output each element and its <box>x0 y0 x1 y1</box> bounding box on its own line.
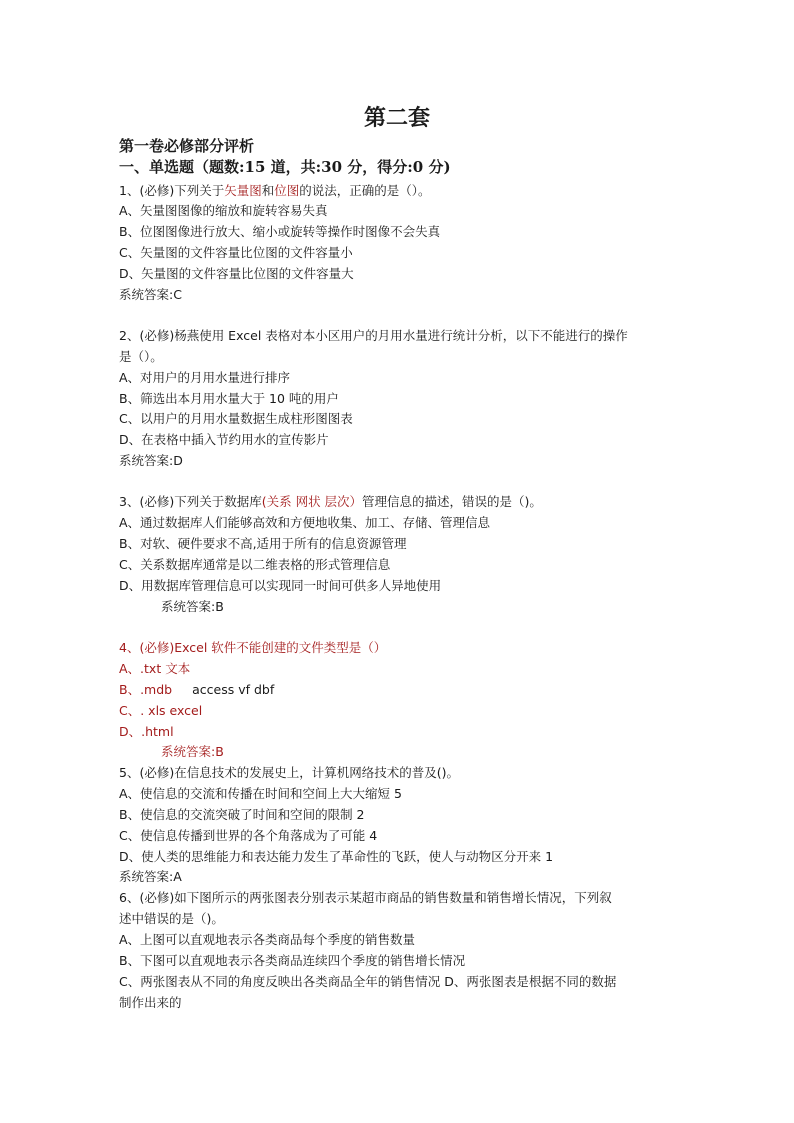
database-types-note: (关系 网状 层次） <box>261 494 363 509</box>
question-1-answer: 系统答案:C <box>119 287 182 302</box>
question-6-option-d-cont: 制作出来的 <box>119 995 182 1010</box>
question-5-option-c: C、使信息传播到世界的各个角落成为了可能 4 <box>119 828 378 843</box>
question-1-option-d: D、矢量图的文件容量比位图的文件容量大 <box>119 266 354 281</box>
question-6-option-a: A、上图可以直观地表示各类商品每个季度的销售数量 <box>119 932 416 947</box>
question-4-option-d: D、.html <box>119 724 174 739</box>
question-3-answer: 系统答案:B <box>161 599 224 614</box>
question-3-stem-text: 3、(必修)下列关于数据库 <box>119 494 262 509</box>
question-3-option-d: D、用数据库管理信息可以实现同一时间可供多人异地使用 <box>119 578 442 593</box>
question-5-option-b: B、使信息的交流突破了时间和空间的限制 2 <box>119 807 365 822</box>
question-4-option-c: C、. xls excel <box>119 703 203 718</box>
question-6-stem-cont: 述中错误的是（)。 <box>119 911 224 926</box>
term-vector-graphic: 矢量图 <box>224 183 262 198</box>
question-3-option-c: C、关系数据库通常是以二维表格的形式管理信息 <box>119 557 391 572</box>
question-2-option-c: C、以用户的月用水量数据生成柱形图图表 <box>119 411 353 426</box>
database-formats-note: access vf dbf <box>192 682 275 697</box>
question-2-option-b: B、筛选出本月用水量大于 10 吨的用户 <box>119 391 339 406</box>
question-2-option-a: A、对用户的月用水量进行排序 <box>119 370 291 385</box>
question-3-stem-end: 管理信息的描述，错误的是（)。 <box>362 494 542 509</box>
question-3-stem <box>119 493 542 511</box>
question-4-stem: 4、(必修)Excel 软件不能创建的文件类型是（） <box>119 640 387 655</box>
question-6-stem: 6、(必修)如下图所示的两张图表分别表示某超市商品的销售数量和销售增长情况，下列叙 <box>119 890 612 905</box>
question-4-option-a: A、.txt 文本 <box>119 661 191 676</box>
question-5-stem: 5、(必修)在信息技术的发展史上，计算机网络技术的普及()。 <box>119 765 459 780</box>
question-1-stem-text: 1、(必修)下列关于 <box>119 183 225 198</box>
term-bitmap: 位图 <box>274 183 300 198</box>
question-1-stem <box>119 182 431 200</box>
question-3-option-a: A、通过数据库人们能够高效和方便地收集、加工、存储、管理信息 <box>119 515 491 530</box>
question-3-option-b: B、对软、硬件要求不高,适用于所有的信息资源管理 <box>119 536 407 551</box>
question-1-option-c: C、矢量图的文件容量比位图的文件容量小 <box>119 245 353 260</box>
section-heading: 第一卷必修部分评析 <box>119 137 255 155</box>
question-1-option-b: B、位图图像进行放大、缩小或旋转等操作时图像不会失真 <box>119 224 441 239</box>
document-title: 第二套 <box>363 105 430 131</box>
question-4-option-b <box>119 681 274 699</box>
question-1-and: 和 <box>261 183 275 198</box>
question-2-stem-cont: 是（）。 <box>119 349 163 364</box>
question-2-stem: 2、(必修)杨燕使用 Excel 表格对本小区用户的月用水量进行统计分析，以下不能进行的操作 <box>119 328 628 343</box>
question-2-option-d: D、在表格中插入节约用水的宣传影片 <box>119 432 329 447</box>
part-heading: 一、单选题（题数:15 道，共:30 分，得分:0 分) <box>119 158 451 176</box>
question-4-option-b-text: B、.mdb <box>119 682 173 697</box>
question-2-answer: 系统答案:D <box>119 453 183 468</box>
question-5-option-a: A、使信息的交流和传播在时间和空间上大大缩短 5 <box>119 786 402 801</box>
question-1-option-a: A、矢量图图像的缩放和旋转容易失真 <box>119 203 328 218</box>
question-4-answer: 系统答案:B <box>161 744 224 759</box>
question-1-stem-end: 的说法，正确的是（）。 <box>299 183 431 198</box>
question-5-option-d: D、使人类的思维能力和表达能力发生了革命性的飞跃，使人与动物区分开来 1 <box>119 849 554 864</box>
question-6-option-b: B、下图可以直观地表示各类商品连续四个季度的销售增长情况 <box>119 953 466 968</box>
question-5-answer: 系统答案:A <box>119 869 182 884</box>
question-6-option-cd: C、两张图表从不同的角度反映出各类商品全年的销售情况 D、两张图表是根据不同的数据 <box>119 974 617 989</box>
